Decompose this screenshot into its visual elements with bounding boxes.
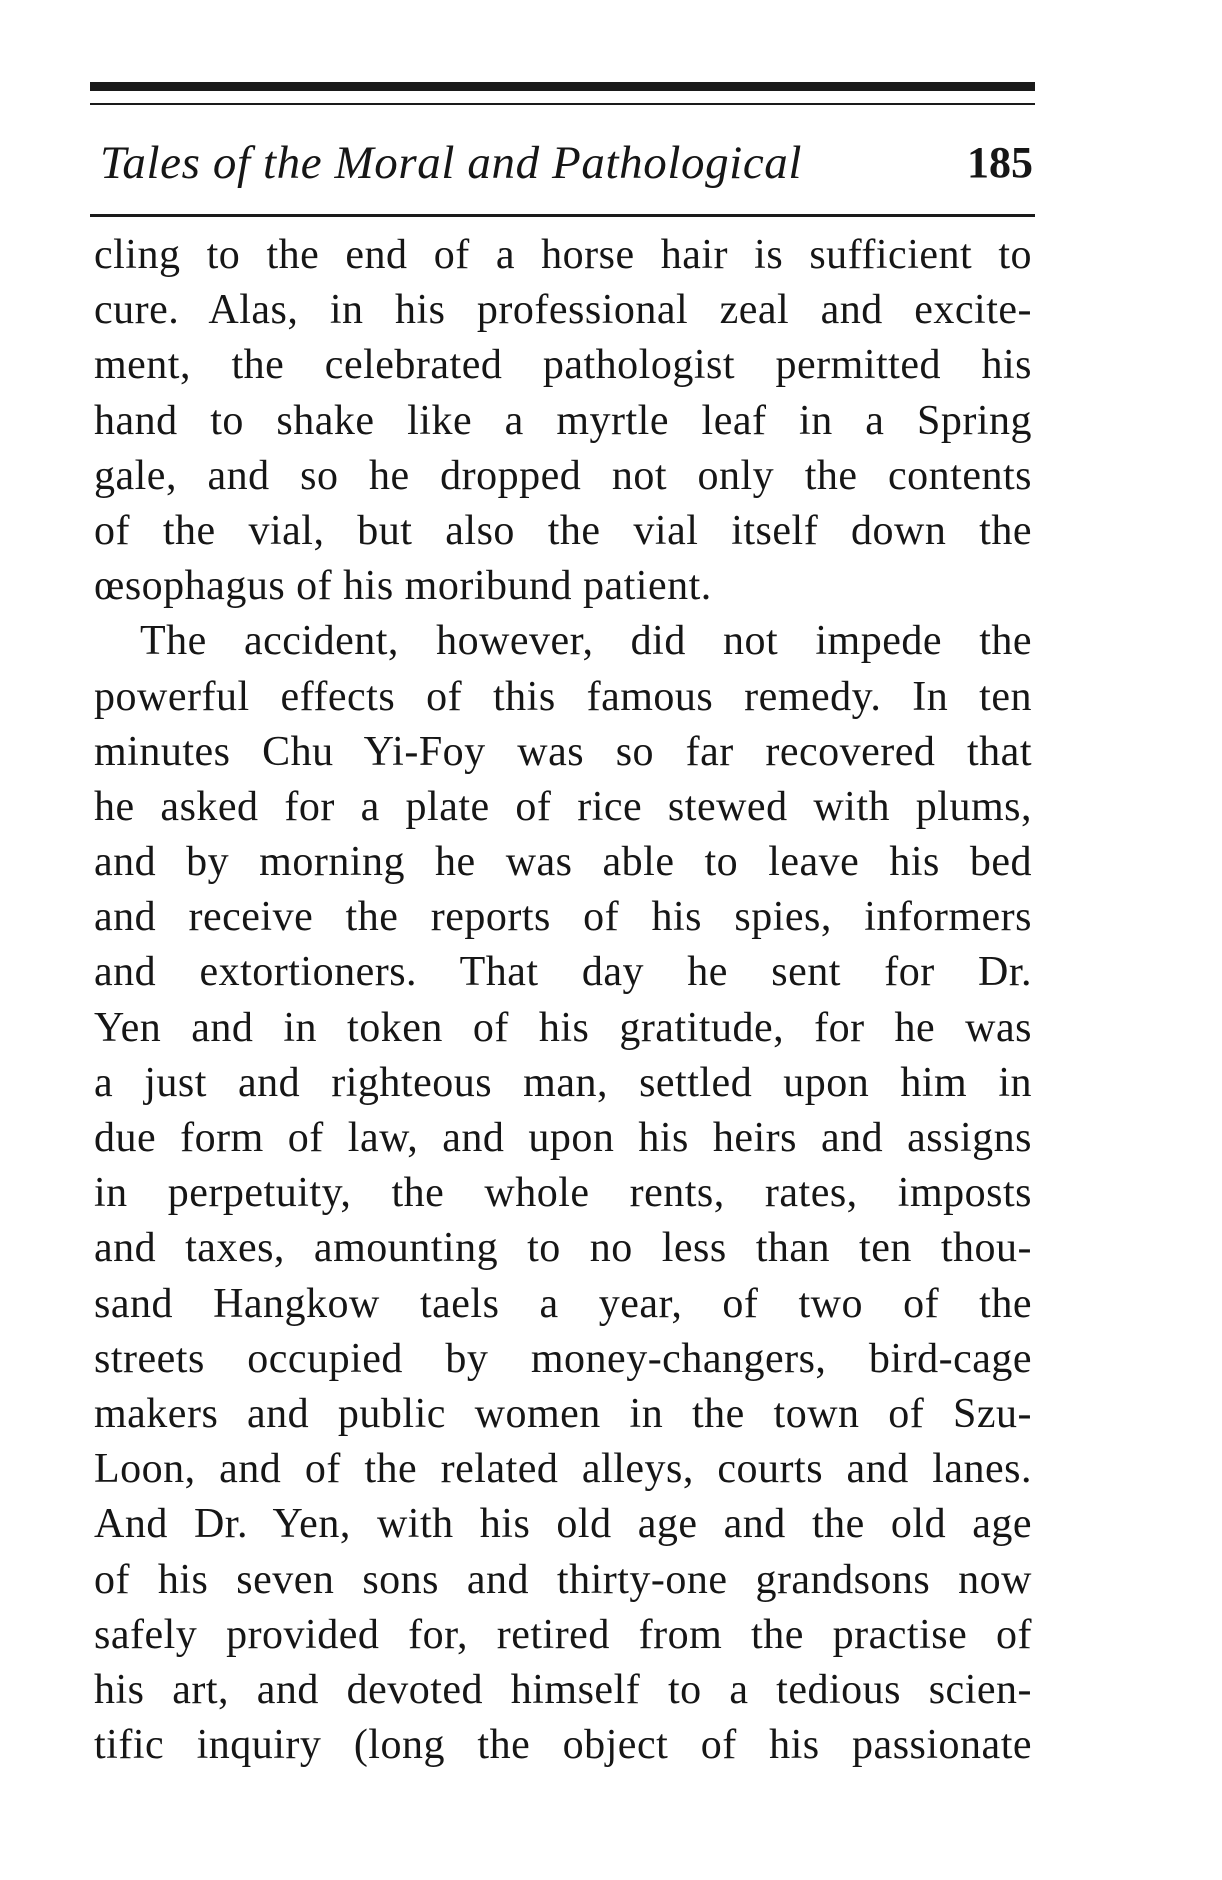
text-line: and taxes, amounting to no less than ten thou- bbox=[94, 1225, 1032, 1272]
text-line: cure. Alas, in his professional zeal and excite- bbox=[94, 287, 1032, 334]
text-line: hand to shake like a myrtle leaf in a Spring bbox=[94, 397, 1032, 444]
text-line: and extortioners. That day he sent for Dr. bbox=[94, 949, 1032, 996]
text-line: makers and public women in the town of Szu- bbox=[94, 1390, 1032, 1437]
text-line: sand Hangkow taels a year, of two of the bbox=[94, 1280, 1032, 1327]
text-line: a just and righteous man, settled upon him in bbox=[94, 1059, 1032, 1106]
paragraph-end-line: œsophagus of his moribund patient. bbox=[94, 563, 712, 610]
text-line: streets occupied by money-changers, bird-cage bbox=[94, 1335, 1032, 1382]
text-line: safely provided for, retired from the practise of bbox=[94, 1611, 1032, 1658]
text-line: of the vial, but also the vial itself down the bbox=[94, 507, 1032, 554]
text-line: due form of law, and upon his heirs and assigns bbox=[94, 1115, 1032, 1161]
text-line: of his seven sons and thirty-one grandsons now bbox=[94, 1556, 1032, 1603]
top-double-rule-thick bbox=[90, 82, 1035, 91]
text-line: gale, and so he dropped not only the contents bbox=[94, 452, 1032, 499]
text-line: minutes Chu Yi-Foy was so far recovered that bbox=[94, 728, 1032, 775]
body-text bbox=[94, 228, 1032, 1773]
top-double-rule-thin bbox=[90, 103, 1035, 105]
text-line: ment, the celebrated pathologist permitted his bbox=[94, 342, 1032, 389]
text-line: and receive the reports of his spies, informers bbox=[94, 894, 1032, 941]
text-line: powerful effects of this famous remedy. In ten bbox=[94, 673, 1032, 720]
page-number: 185 bbox=[967, 138, 1033, 187]
running-title: Tales of the Moral and Pathological bbox=[100, 137, 803, 189]
text-line: Yen and in token of his gratitude, for he was bbox=[94, 1004, 1032, 1051]
text-line: Loon, and of the related alleys, courts and lanes. bbox=[94, 1446, 1032, 1493]
text-line: And Dr. Yen, with his old age and the old age bbox=[94, 1501, 1032, 1548]
header-rule bbox=[90, 214, 1035, 217]
running-head bbox=[100, 128, 1035, 198]
paragraph-start-line: The accident, however, did not impede the bbox=[140, 618, 1032, 665]
text-line: he asked for a plate of rice stewed with plums, bbox=[94, 783, 1032, 830]
text-line: in perpetuity, the whole rents, rates, imposts bbox=[94, 1170, 1032, 1217]
text-line: cling to the end of a horse hair is sufficient to bbox=[94, 232, 1032, 278]
text-line: tific inquiry (long the object of his passionate bbox=[94, 1722, 1032, 1769]
text-line: and by morning he was able to leave his bed bbox=[94, 839, 1032, 886]
text-line: his art, and devoted himself to a tedious scien- bbox=[94, 1666, 1032, 1713]
